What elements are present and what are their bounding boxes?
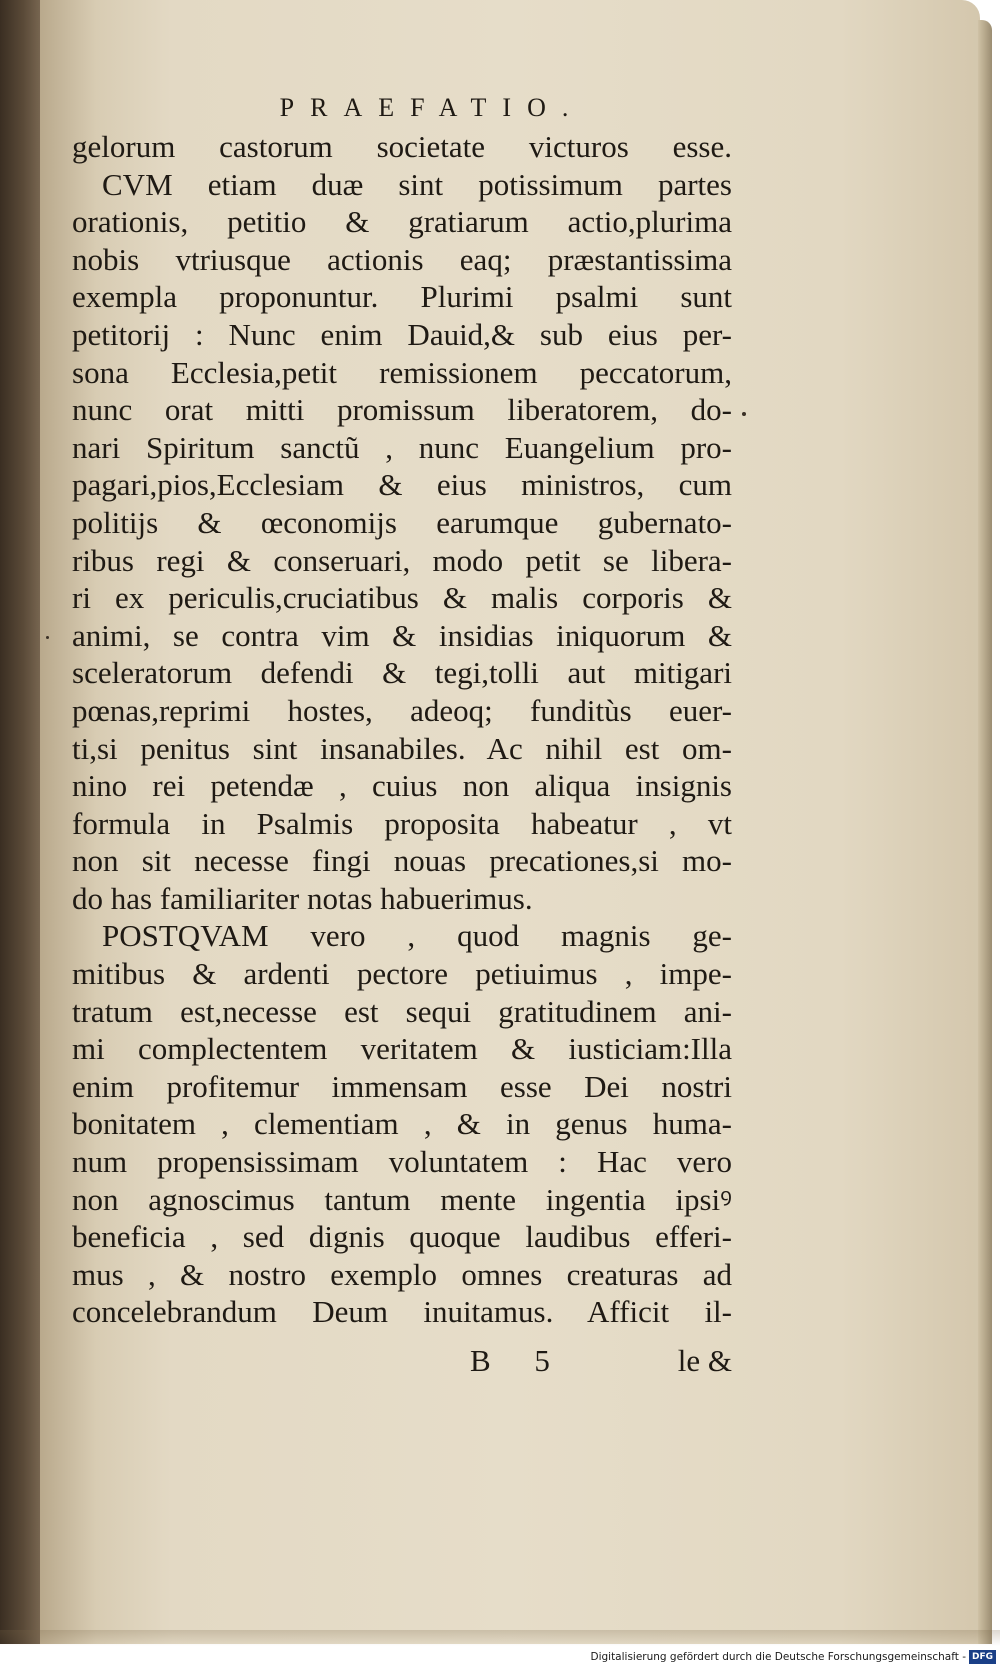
text-line: bonitatem , clementiam , & in genus huma- xyxy=(72,1106,732,1142)
page-fore-edge xyxy=(978,20,992,1644)
text-line: sona Ecclesia,petit remissionem peccatorum, xyxy=(72,354,732,390)
text-line: POSTQVAM vero , quod magnis ge- xyxy=(102,918,732,954)
text-line: petitorij : Nunc enim Dauid,& sub eius per- xyxy=(72,316,732,352)
dfg-logo: DFG xyxy=(969,1650,996,1664)
text-line: non agnoscimus tantum mente ingentia ipsiꝰ xyxy=(72,1181,732,1217)
text-line: num propensissimam voluntatem : Hac vero xyxy=(72,1144,732,1180)
text-line: exempla proponuntur. Plurimi psalmi sunt xyxy=(72,279,732,315)
page-footer xyxy=(72,1343,732,1383)
running-head: PRAEFATIO. xyxy=(279,93,585,122)
text-line: politijs & œconomijs earumque gubernato- xyxy=(72,504,732,540)
signature-mark: B 5 xyxy=(470,1343,568,1378)
catchword: le & xyxy=(677,1343,732,1378)
text-line: animi, se contra vim & insidias iniquorum & xyxy=(72,617,732,653)
page-bottom-shadow xyxy=(0,1630,1000,1646)
text-line: gelorum castorum societate victuros esse. xyxy=(72,129,732,164)
text-line: CVM etiam duæ sint potissimum partes xyxy=(102,166,732,202)
text-line: nobis vtriusque actionis eaq; præstantissima xyxy=(72,241,732,277)
ink-speck xyxy=(742,412,746,416)
text-line: ri ex periculis,cruciatibus & malis corporis & xyxy=(72,580,732,616)
text-line: sceleratorum defendi & tegi,tolli aut mitigari xyxy=(72,655,732,691)
text-line: beneficia , sed dignis quoque laudibus efferi- xyxy=(72,1219,732,1255)
text-line: nino rei petendæ , cuius non aliqua insignis xyxy=(72,768,732,804)
text-line: nunc orat mitti promissum liberatorem, do- xyxy=(72,392,732,428)
text-line: enim profitemur immensam esse Dei nostri xyxy=(72,1068,732,1104)
text-line: concelebrandum Deum inuitamus. Afficit il- xyxy=(72,1294,732,1330)
text-line: orationis, petitio & gratiarum actio,plurima xyxy=(72,204,732,240)
text-line: pœnas,reprimi hostes, adeoq; funditùs euer- xyxy=(72,692,732,728)
text-line: nari Spiritum sanctũ , nunc Euangelium pro- xyxy=(72,429,732,465)
ink-speck xyxy=(46,636,49,639)
text-line: do has familiariter notas habuerimus. xyxy=(72,880,533,916)
credit-bar xyxy=(0,1648,1000,1669)
text-line: ti,si penitus sint insanabiles. Ac nihil est om- xyxy=(72,730,732,766)
text-line: mitibus & ardenti pectore petiuimus , impe- xyxy=(72,956,732,992)
text-line: non sit necesse fingi nouas precationes,si mo- xyxy=(72,843,732,879)
page-text-block xyxy=(72,88,732,1331)
text-line: pagari,pios,Ecclesiam & eius ministros, cum xyxy=(72,467,732,503)
funding-credit: Digitalisierung gefördert durch die Deutsche Forschungsgemeinschaft - xyxy=(590,1651,966,1663)
text-line: formula in Psalmis proposita habeatur , vt xyxy=(72,805,732,841)
text-line: tratum est,necesse est sequi gratitudinem ani- xyxy=(72,993,732,1029)
text-line: ribus regi & conseruari, modo petit se libera- xyxy=(72,542,732,578)
text-line: mus , & nostro exemplo omnes creaturas ad xyxy=(72,1256,732,1292)
text-line: mi complectentem veritatem & iusticiam:Illa xyxy=(72,1031,732,1067)
